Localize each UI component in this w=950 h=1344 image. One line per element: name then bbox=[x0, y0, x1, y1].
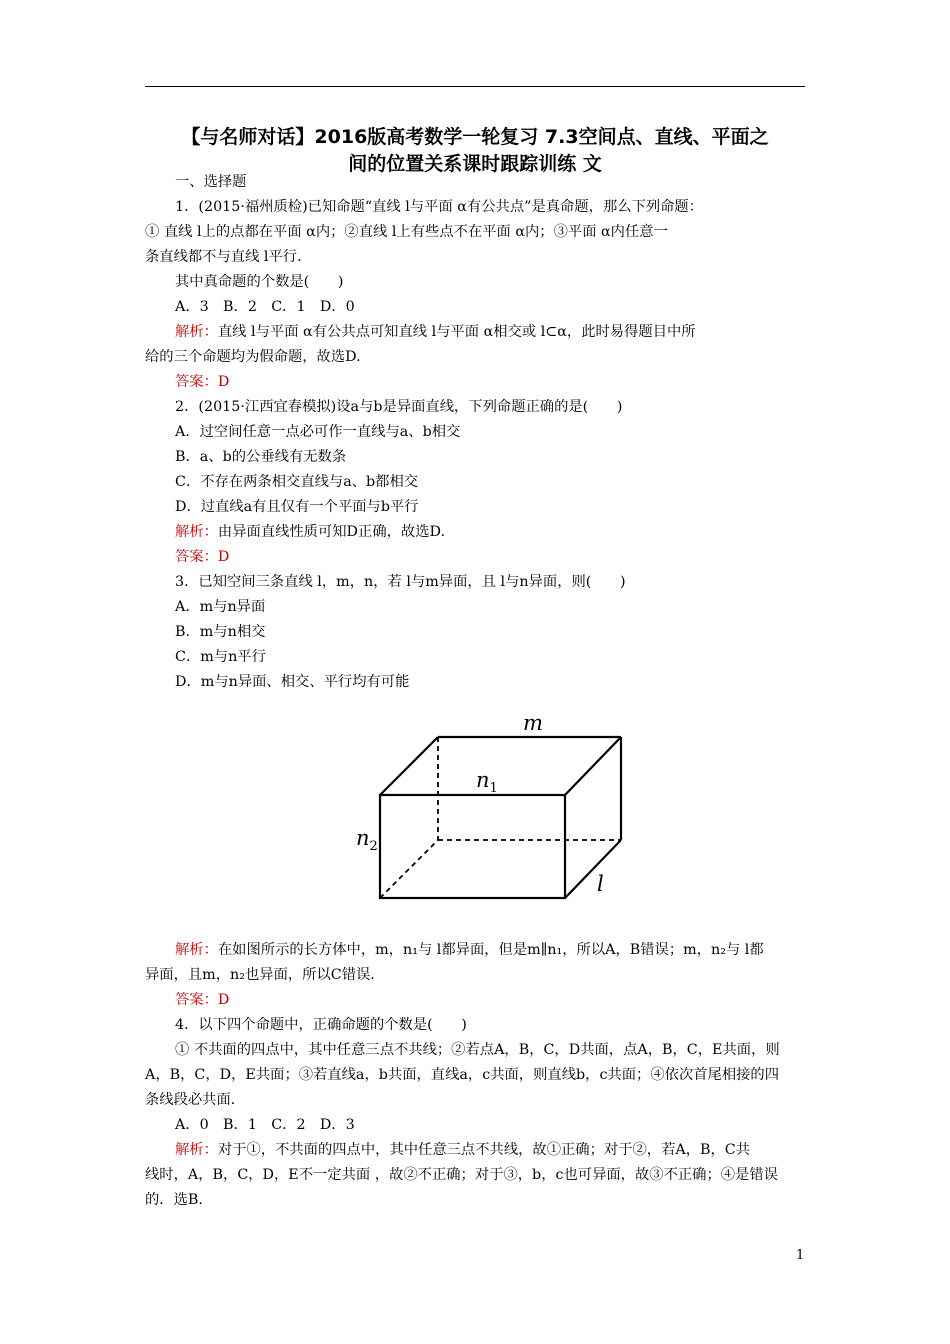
edge-top-left bbox=[380, 737, 438, 795]
label-m: m bbox=[523, 711, 543, 735]
q3-answer: 答案：D bbox=[175, 992, 230, 1008]
q1-analysis-line-2: 给的三个命题均为假命题，故选D. bbox=[145, 349, 361, 365]
analysis-label: 解析： bbox=[175, 942, 218, 958]
q2-answer: 答案：D bbox=[175, 549, 230, 565]
q4-analysis-line-3: 的．选B. bbox=[145, 1192, 203, 1208]
title-line-2: 间的位置关系课时跟踪训练 文 bbox=[348, 153, 602, 175]
q2-option-c: C．不存在两条相交直线与a、b都相交 bbox=[175, 474, 419, 490]
q4-stem-line-3: A，B，C，D，E共面；③若直线a，b共面，直线a，c共面，则直线b，c共面；④依次首尾相接的四 bbox=[145, 1067, 780, 1083]
q1-stem-line-3: 条直线都不与直线 l平行． bbox=[145, 249, 312, 265]
q1-options: A．3 B．2 C．1 D．0 bbox=[175, 299, 355, 315]
title-line-1: 【与名师对话】2016版高考数学一轮复习 7.3空间点、直线、平面之 bbox=[181, 126, 769, 148]
q4-analysis-line-1 bbox=[145, 1138, 809, 1163]
q1-stem-line-1: 1．(2015·福州质检)已知命题“直线 l与平面 α有公共点”是真命题，那么下列命题： bbox=[175, 199, 704, 215]
q1-answer: 答案：D bbox=[175, 374, 230, 390]
q3-option-d: D．m与n异面、相交、平行均有可能 bbox=[175, 674, 410, 690]
q3-analysis-line-1 bbox=[145, 938, 809, 963]
q3-option-c: C．m与n平行 bbox=[175, 649, 266, 665]
page-number: 1 bbox=[796, 1248, 805, 1263]
q3-stem: 3．已知空间三条直线 l，m，n，若 l与m异面，且 l与n异面，则( ) bbox=[175, 574, 626, 590]
q2-analysis-line-1 bbox=[145, 520, 809, 545]
q1-prompt: 其中真命题的个数是( ) bbox=[175, 274, 344, 290]
q3-option-a: A．m与n异面 bbox=[175, 599, 266, 615]
q4-stem-line-1: 4．以下四个命题中，正确命题的个数是( ) bbox=[175, 1017, 467, 1033]
q3-option-b: B．m与n相交 bbox=[175, 624, 266, 640]
q4-options: A．0 B．1 C．2 D．3 bbox=[175, 1117, 355, 1133]
q4-analysis-text-1: 对于①，不共面的四点中，其中任意三点不共线，故①正确；对于②，若A，B，C共 bbox=[217, 1142, 751, 1158]
q2-option-b: B．a、b的公垂线有无数条 bbox=[175, 449, 347, 465]
header-rule bbox=[145, 86, 805, 87]
analysis-label: 解析： bbox=[175, 524, 218, 540]
q3-analysis-text-1: 在如图所示的长方体中，m，n₁与 l都异面，但是m∥n₁，所以A，B错误；m，n₂与 l都 bbox=[217, 942, 764, 958]
q2-stem: 2．(2015·江西宜春模拟)设a与b是异面直线，下列命题正确的是( ) bbox=[175, 399, 623, 415]
q2-analysis-text-1: 由异面直线性质可知D正确，故选D. bbox=[217, 524, 446, 540]
label-l: l bbox=[597, 872, 604, 896]
section-heading: 一、选择题 bbox=[175, 174, 247, 190]
analysis-label: 解析： bbox=[175, 324, 218, 340]
front-face bbox=[380, 795, 565, 898]
label-n2: $n_2$ bbox=[356, 826, 378, 854]
q1-analysis-text-1: 直线 l与平面 α有公共点可知直线 l与平面 α相交或 l⊂α，此时易得题目中所 bbox=[217, 324, 696, 340]
q3-analysis-line-2: 异面，且m，n₂也异面，所以C错误． bbox=[145, 967, 385, 983]
hidden-edge-diagonal bbox=[380, 840, 438, 898]
q1-stem-line-2: ① 直线 l上的点都在平面 α内；②直线 l上有些点不在平面 α内；③平面 α内任意一 bbox=[145, 224, 668, 240]
q2-option-a: A．过空间任意一点必可作一直线与a、b相交 bbox=[175, 424, 461, 440]
q4-stem-line-2: ① 不共面的四点中，其中任意三点不共线；②若点A，B，C，D共面，点A，B，C，E共面，则 bbox=[175, 1042, 780, 1058]
edge-l bbox=[565, 840, 621, 898]
document-body bbox=[145, 170, 809, 1213]
label-n1: $n_1$ bbox=[476, 768, 498, 796]
analysis-label: 解析： bbox=[175, 1142, 218, 1158]
q2-option-d: D．过直线a有且仅有一个平面与b平行 bbox=[175, 499, 419, 515]
cuboid-figure bbox=[340, 705, 640, 905]
q4-analysis-line-2: 线时，A，B，C，D，E不一定共面 ，故②不正确；对于③，b，c也可异面，故③不正确；④是错误 bbox=[145, 1167, 778, 1183]
edge-top-right bbox=[565, 737, 621, 795]
q4-stem-line-4: 条线段必共面． bbox=[145, 1092, 246, 1108]
q1-analysis-line-1 bbox=[145, 320, 809, 345]
